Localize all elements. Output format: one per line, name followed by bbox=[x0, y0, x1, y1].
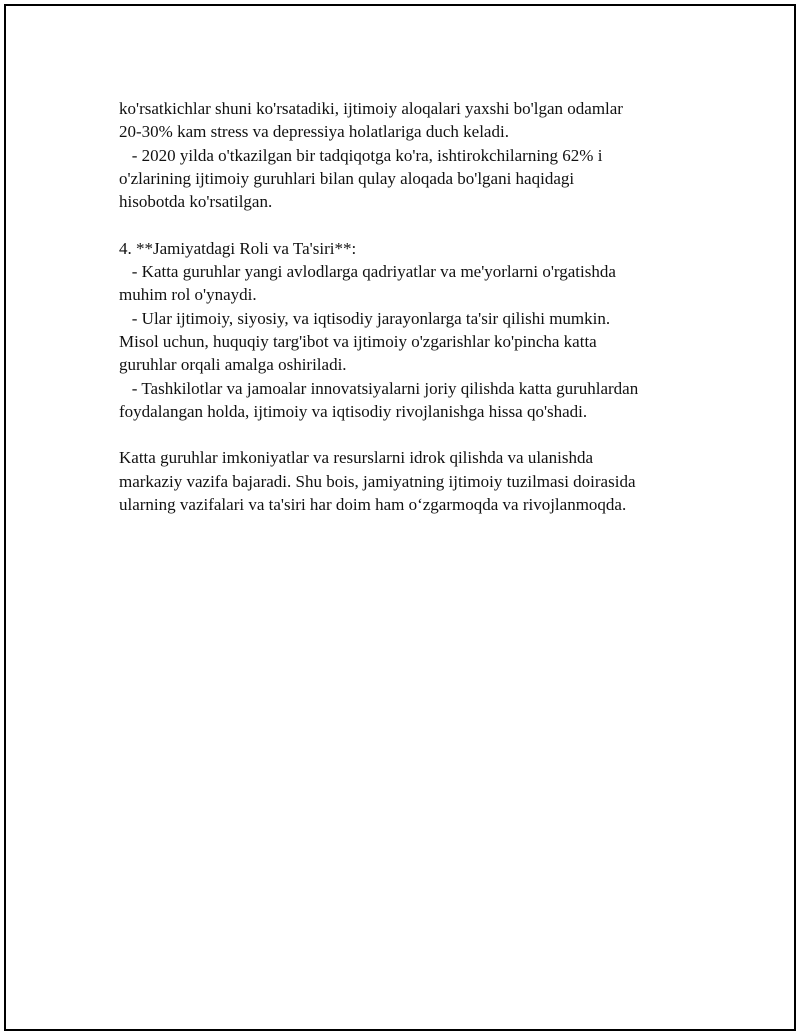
text-line: o'zlarining ijtimoiy guruhlari bilan qulay aloqada bo'lgani haqidagi bbox=[119, 168, 575, 188]
text-line: ko'rsatkichlar shuni ko'rsatadiki, ijtimoiy aloqalari yaxshi bo'lgan odamlar bbox=[119, 99, 623, 118]
text-line: 20-30% kam stress va depressiya holatlariga duch keladi. bbox=[119, 122, 509, 142]
text-line: Misol uchun, huquqiy targ'ibot va ijtimoiy o'zgarishlar ko'pincha katta bbox=[119, 331, 597, 351]
text-line: - Ular ijtimoiy, siyosiy, va iqtisodiy jarayonlarga ta'sir qilishi mumkin. bbox=[119, 308, 611, 328]
text-line: - 2020 yilda o'tkazilgan bir tadqiqotga ko'ra, ishtirokchilarning 62% i bbox=[119, 145, 603, 165]
document-body bbox=[119, 97, 719, 516]
text-line: hisobotda ko'rsatilgan. bbox=[119, 192, 273, 212]
section-heading: 4. **Jamiyatdagi Roli va Ta'siri**: bbox=[119, 238, 357, 258]
text-line: foydalangan holda, ijtimoiy va iqtisodiy rivojlanishga hissa qo'shadi. bbox=[119, 401, 588, 421]
paragraph-spacer bbox=[119, 213, 719, 236]
text-line: - Tashkilotlar va jamoalar innovatsiyalarni joriy qilishda katta guruhlardan bbox=[119, 378, 639, 398]
text-line: guruhlar orqali amalga oshiriladi. bbox=[119, 355, 347, 375]
text-line: muhim rol o'ynaydi. bbox=[119, 285, 257, 305]
text-line: markaziy vazifa bajaradi. Shu bois, jamiyatning ijtimoiy tuzilmasi doirasida bbox=[119, 471, 636, 491]
text-line: ularning vazifalari va ta'siri har doim ham o‘zgarmoqda va rivojlanmoqda. bbox=[119, 495, 627, 515]
document-page bbox=[4, 4, 796, 1031]
text-line: Katta guruhlar imkoniyatlar va resurslarni idrok qilishda va ulanishda bbox=[119, 448, 593, 468]
paragraph-spacer bbox=[119, 423, 719, 446]
text-line: - Katta guruhlar yangi avlodlarga qadriyatlar va me'yorlarni o'rgatishda bbox=[119, 262, 616, 282]
